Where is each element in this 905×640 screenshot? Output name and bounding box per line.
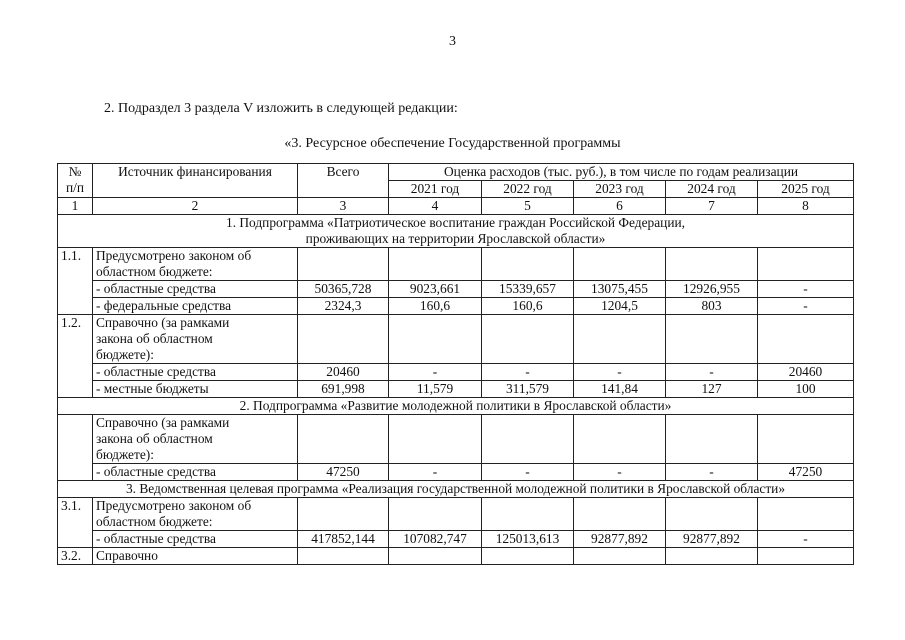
value-cell: 125013,613 (482, 531, 574, 548)
value-cell: 11,579 (389, 381, 482, 398)
resource-table (57, 163, 854, 565)
value-cell: 803 (666, 298, 758, 315)
value-cell: 20460 (298, 364, 389, 381)
value-cell: - (666, 364, 758, 381)
section-heading: «3. Ресурсное обеспечение Государственной программы (284, 136, 621, 151)
table-row (58, 298, 854, 315)
row-label: - федеральные средства (93, 298, 298, 315)
col-number: 5 (482, 198, 574, 215)
table-row (58, 281, 854, 298)
value-cell: 2324,3 (298, 298, 389, 315)
value-cell: 47250 (298, 464, 389, 481)
subprogram-1-row (58, 215, 854, 248)
value-cell: - (758, 298, 854, 315)
row-number: 1.2. (58, 315, 93, 398)
header-source: Источник финансирования (93, 164, 298, 198)
value-cell: 141,84 (574, 381, 666, 398)
value-cell: 92877,892 (574, 531, 666, 548)
program-3-title: 3. Ведомственная целевая программа «Реализация государственной молодежной политики в Ярославской области» (58, 481, 854, 498)
value-cell: 12926,955 (666, 281, 758, 298)
value-cell: 311,579 (482, 381, 574, 398)
col-number: 3 (298, 198, 389, 215)
table-row (58, 415, 854, 464)
col-number: 4 (389, 198, 482, 215)
value-cell: 107082,747 (389, 531, 482, 548)
row-number: 3.1. (58, 498, 93, 548)
row-label: Справочно (за рамками закона об областном бюджете): (93, 415, 298, 464)
subprogram-2-row (58, 398, 854, 415)
value-cell: - (574, 464, 666, 481)
value-cell: - (758, 281, 854, 298)
row-label: - областные средства (93, 531, 298, 548)
value-cell: - (758, 531, 854, 548)
table-row (58, 464, 854, 481)
table-row (58, 381, 854, 398)
header-row (58, 164, 854, 181)
table-row (58, 548, 854, 565)
header-year: 2024 год (666, 181, 758, 198)
row-number: 1.1. (58, 248, 93, 315)
header-year: 2022 год (482, 181, 574, 198)
row-label: Справочно (93, 548, 298, 565)
value-cell: - (574, 364, 666, 381)
value-cell: - (482, 464, 574, 481)
value-cell: - (482, 364, 574, 381)
value-cell: 1204,5 (574, 298, 666, 315)
value-cell: 691,998 (298, 381, 389, 398)
intro-paragraph: 2. Подраздел 3 раздела V изложить в следующей редакции: (104, 101, 458, 116)
col-number: 1 (58, 198, 93, 215)
table-row (58, 248, 854, 281)
value-cell: 92877,892 (666, 531, 758, 548)
page-number: 3 (449, 34, 456, 49)
row-label: - местные бюджеты (93, 381, 298, 398)
col-number: 2 (93, 198, 298, 215)
value-cell: 127 (666, 381, 758, 398)
value-cell: 160,6 (389, 298, 482, 315)
table-row (58, 315, 854, 364)
col-number: 6 (574, 198, 666, 215)
value-cell: 13075,455 (574, 281, 666, 298)
header-year: 2025 год (758, 181, 854, 198)
row-label: - областные средства (93, 464, 298, 481)
value-cell: - (389, 364, 482, 381)
col-number: 8 (758, 198, 854, 215)
row-label: Справочно (за рамками закона об областном бюджете): (93, 315, 298, 364)
row-label: Предусмотрено законом об областном бюджете: (93, 248, 298, 281)
col-number: 7 (666, 198, 758, 215)
row-number: 3.2. (58, 548, 93, 565)
value-cell: 100 (758, 381, 854, 398)
value-cell: - (666, 464, 758, 481)
header-year: 2021 год (389, 181, 482, 198)
value-cell: - (389, 464, 482, 481)
row-label: Предусмотрено законом об областном бюджете: (93, 498, 298, 531)
header-year: 2023 год (574, 181, 666, 198)
value-cell: 417852,144 (298, 531, 389, 548)
row-label: - областные средства (93, 364, 298, 381)
column-numbers-row (58, 198, 854, 215)
value-cell: 47250 (758, 464, 854, 481)
table-row (58, 531, 854, 548)
value-cell: 20460 (758, 364, 854, 381)
program-3-row (58, 481, 854, 498)
header-estimate: Оценка расходов (тыс. руб.), в том числе по годам реализации (389, 164, 854, 181)
row-number (58, 415, 93, 481)
row-label: - областные средства (93, 281, 298, 298)
value-cell: 15339,657 (482, 281, 574, 298)
subprogram-1-title: 1. Подпрограмма «Патриотическое воспитание граждан Российской Федерации, проживающих на территории Ярославской области» (58, 215, 854, 248)
subprogram-2-title: 2. Подпрограмма «Развитие молодежной политики в Ярославской области» (58, 398, 854, 415)
value-cell: 9023,661 (389, 281, 482, 298)
value-cell: 50365,728 (298, 281, 389, 298)
value-cell: 160,6 (482, 298, 574, 315)
table-row (58, 364, 854, 381)
table-row (58, 498, 854, 531)
header-num: № п/п (58, 164, 93, 198)
header-total: Всего (298, 164, 389, 198)
